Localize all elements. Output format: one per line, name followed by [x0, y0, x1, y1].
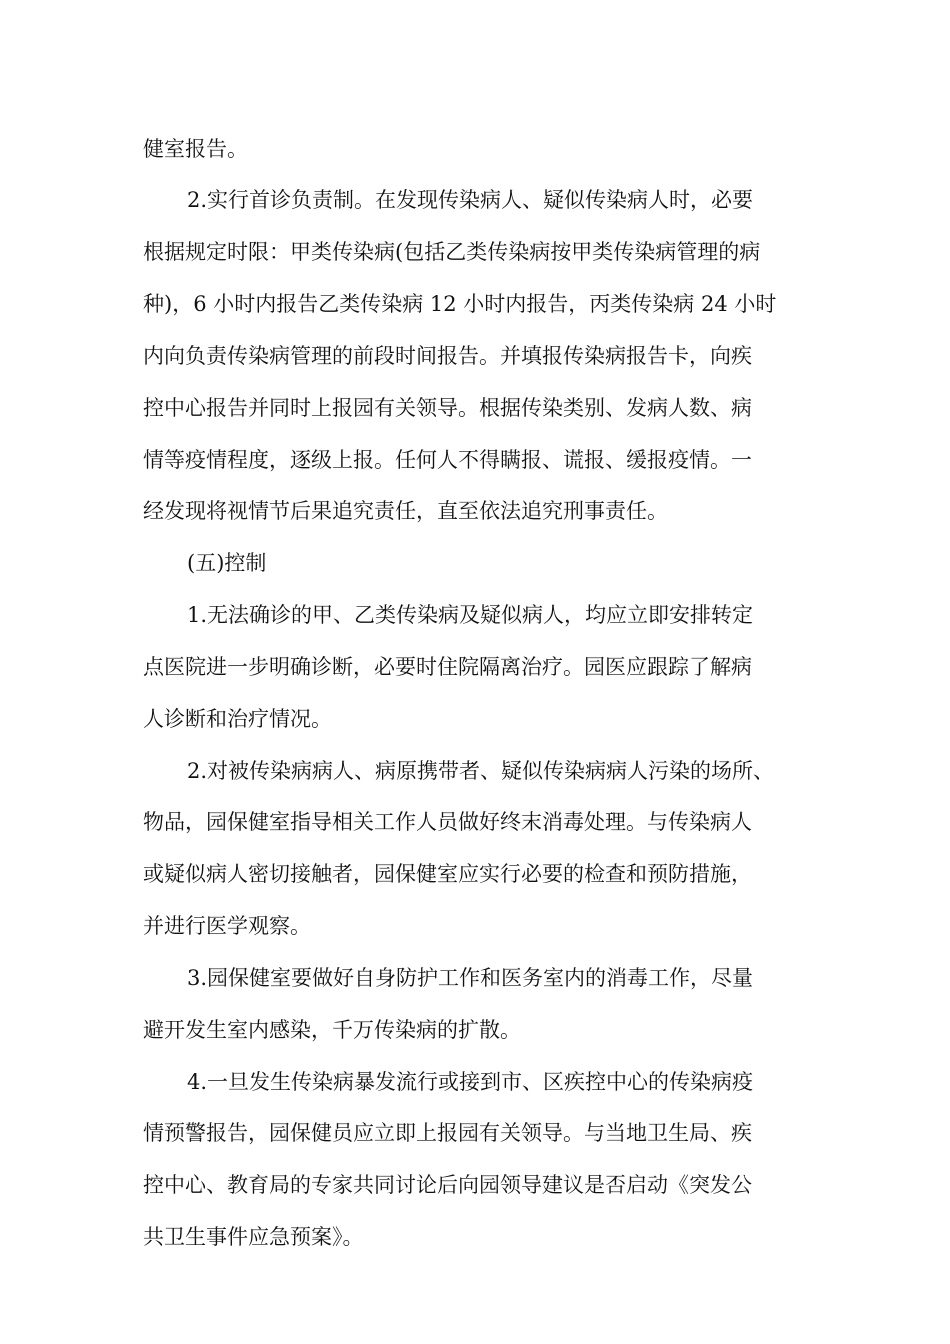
text-line: 控中心报告并同时上报园有关领导。根据传染类别、发病人数、病 [143, 396, 752, 420]
text-line: 根据规定时限：甲类传染病(包括乙类传染病按甲类传染病管理的病 [143, 240, 761, 264]
text-line: 内向负责传染病管理的前段时间报告。并填报传染病报告卡，向疾 [143, 344, 752, 368]
paragraph-first-line: 3.园保健室要做好自身防护工作和医务室内的消毒工作，尽量 [187, 966, 754, 990]
text-line: 人诊断和治疗情况。 [143, 707, 332, 731]
text-line: 或疑似病人密切接触者，园保健室应实行必要的检查和预防措施， [143, 862, 752, 886]
text-line: 情预警报告，园保健员应立即上报园有关领导。与当地卫生局、疾 [143, 1121, 752, 1145]
text-line: 物品，园保健室指导相关工作人员做好终末消毒处理。与传染病人 [143, 810, 752, 834]
paragraph-first-line: 2.实行首诊负责制。在发现传染病人、疑似传染病人时，必要 [187, 188, 754, 212]
text-line: 并进行医学观察。 [143, 914, 311, 938]
paragraph-first-line: 2.对被传染病病人、病原携带者、疑似传染病病人污染的场所、 [187, 759, 775, 783]
text-line: 经发现将视情节后果追究责任，直至依法追究刑事责任。 [143, 499, 668, 523]
text-line: 控中心、教育局的专家共同讨论后向园领导建议是否启动《突发公 [143, 1173, 752, 1197]
text-line: 共卫生事件应急预案》。 [143, 1225, 364, 1249]
text-line: 情等疫情程度，逐级上报。任何人不得瞒报、谎报、缓报疫情。一 [143, 448, 752, 472]
text-line: 健室报告。 [143, 137, 248, 161]
paragraph-first-line: 1.无法确诊的甲、乙类传染病及疑似病人，均应立即安排转定 [187, 603, 754, 627]
paragraph-first-line: 4.一旦发生传染病暴发流行或接到市、区疾控中心的传染病疫 [187, 1070, 754, 1094]
text-line: 避开发生室内感染，千万传染病的扩散。 [143, 1018, 521, 1042]
text-line: 点医院进一步明确诊断，必要时住院隔离治疗。园医应跟踪了解病 [143, 655, 752, 679]
text-line: 种)，6 小时内报告乙类传染病 12 小时内报告，丙类传染病 24 小时 [143, 292, 777, 316]
section-heading: (五)控制 [187, 551, 267, 575]
